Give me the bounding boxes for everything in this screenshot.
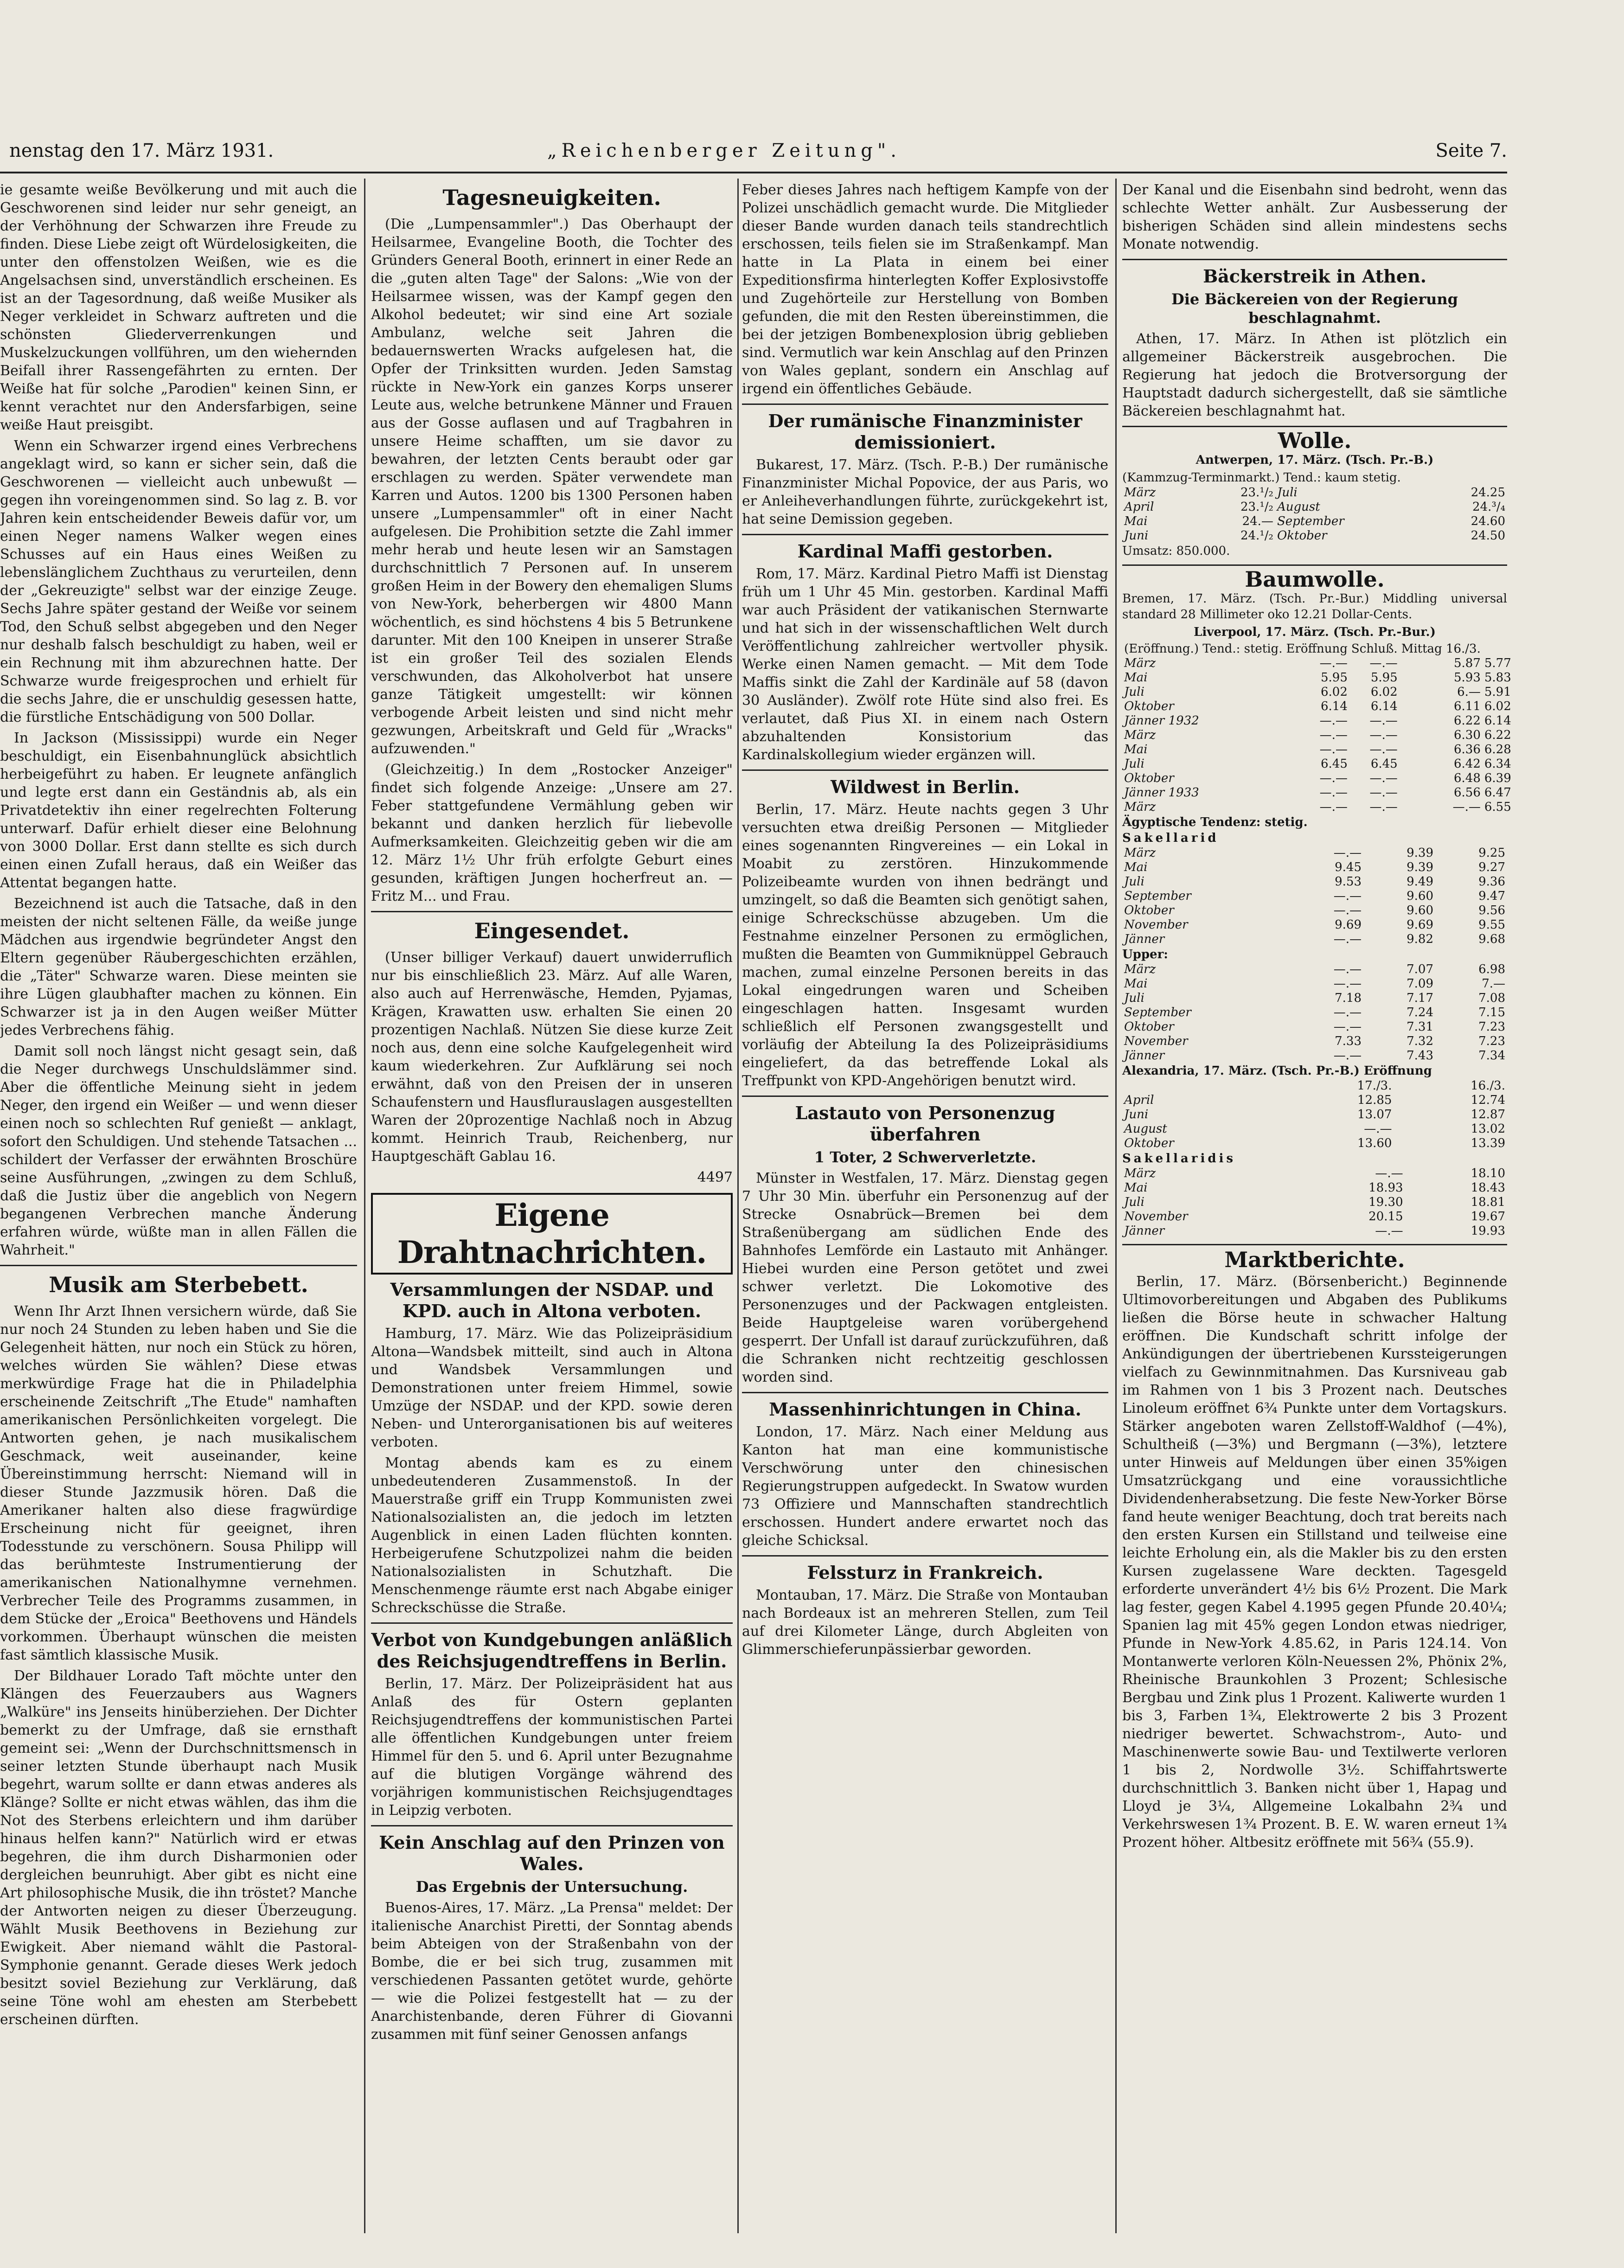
market-cell: 7.31 <box>1407 1020 1433 1034</box>
market-cell: November <box>1124 1210 1188 1224</box>
market-cell: 5.77 <box>1484 656 1511 670</box>
article-separator <box>1122 259 1507 260</box>
market-cell: August <box>1277 500 1320 514</box>
market-cell: 9.49 <box>1407 875 1433 889</box>
subheadline-lastauto: 1 Toter, 2 Schwerverletzte. <box>814 1148 1036 1166</box>
market-cell: 9.27 <box>1478 860 1505 874</box>
market-cell: 5.95 <box>1370 671 1398 685</box>
sakellaridis-table <box>1122 1166 1507 1238</box>
market-cell: Juli <box>1124 991 1144 1005</box>
market-cell: 5.91 <box>1484 685 1511 699</box>
market-cell: März <box>1124 1166 1156 1180</box>
market-cell: Juli <box>1124 1195 1144 1209</box>
market-row <box>1122 1224 1507 1238</box>
article-separator <box>1122 564 1507 566</box>
column-1 <box>0 181 357 2231</box>
market-cell: 9.60 <box>1407 889 1433 903</box>
market-cell: 13.60 <box>1357 1136 1392 1150</box>
market-row <box>1122 757 1513 771</box>
market-cell: 24.— <box>1242 514 1273 528</box>
market-cell: 18.93 <box>1368 1181 1403 1195</box>
market-cell: 7.43 <box>1407 1049 1433 1063</box>
market-cell: 6.30 <box>1453 728 1481 742</box>
article-paragraph: (Unser billiger Verkauf) dauert unwiderruflich nur bis einschließlich 23. März. Auf alle Waren, also auch auf Herrenwäsche, Hemden, Pyjamas, Krägen, Krawatten usw. erhalten Sie einen 20 prozentigen Nachlaß. Nützen Sie diese kurze Zeit noch aus, denn eine solche Kaufgelegenheit wird kaum wiederkehren. Zur Aufklärung sei noch erwähnt, daß von den Preisen der in unseren Schaufenstern und Hausflurauslagen ausgestellten Waren der 20prozentige Nachlaß noch in Abzug kommt. Heinrich Traub, Reichenberg, nur Hauptgeschäft Gablau 16. <box>371 949 733 1165</box>
market-label: Sakellarid <box>1122 831 1219 845</box>
market-cell: —.— <box>1319 728 1348 742</box>
market-cell: 24.50 <box>1471 529 1505 543</box>
market-row <box>1122 786 1513 800</box>
market-cell: —.— <box>1375 1224 1403 1238</box>
article-paragraph: Wenn Ihr Arzt Ihnen versichern würde, daß Sie nur noch 24 Stunden zu leben haben und Sie die Gelegenheit hätten, nur noch ein Stück zu hören, welches würden Sie wählen? Diese etwas merkwürdige Frage hat die in Philadelphia erscheinende Zeitschrift „The Etude" namhaften amerikanischen Persönlichkeiten vorgelegt. Die Antworten gehen, je nach musikalischem Geschmack, weit auseinander, keine Übereinstimmung herrscht: Niemand will in dieser Stunde Jazzmusik hören. Daß die Amerikaner halten also diese fragwürdige Erscheinung nicht für geeignet, ihren Todesstunde zu verschönern. Sousa Philipp will das berühmteste Instrumentierung der amerikanischen Nationalhymne vernehmen. Verbrecher Teile des Programms zusammen, in dem Stücke der „Eroica" Beethovens und Händels vorkommen. Überhaupt wünschen die meisten fast sämtlich klassische Musik. <box>0 1303 357 1663</box>
market-cell: —.— <box>1333 1020 1362 1034</box>
market-row <box>1122 656 1513 671</box>
market-row <box>1122 991 1507 1006</box>
market-cell: 9.68 <box>1478 932 1505 946</box>
market-cell: 9.82 <box>1407 932 1433 946</box>
market-row <box>1122 486 1507 500</box>
market-row <box>1122 743 1513 757</box>
market-cell: 24.60 <box>1471 514 1505 528</box>
market-cell: —.— <box>1369 743 1398 756</box>
market-row <box>1122 1181 1507 1195</box>
market-head-cell: 16./3. <box>1471 1079 1505 1093</box>
article-separator <box>742 1096 1108 1097</box>
market-cell: 5.95 <box>1321 671 1348 685</box>
article-paragraph: Bukarest, 17. März. (Tsch. P.-B.) Der rumänische Finanzminister Michal Popovice, der aus Paris, wo er Anleiheverhandlungen führte, zurückgekehrt ist, hat seine Demission gegeben. <box>742 457 1108 527</box>
market-row <box>1122 685 1513 699</box>
headline-tagesneuigkeiten: Tagesneuigkeiten. <box>442 185 661 210</box>
market-cell: 7.23 <box>1478 1020 1505 1034</box>
market-cell: 18.10 <box>1471 1166 1505 1180</box>
article-paragraph: Athen, 17. März. In Athen ist plötzlich ein allgemeiner Bäckerstreik ausgebrochen. Die Regierung hat jedoch die Brotversorgung der Hauptstadt dadurch sichergestellt, daß sie sämtliche Bäckereien beschlagnahmt hat. <box>1122 331 1507 419</box>
article-separator <box>371 1825 733 1826</box>
headline-wolle: Wolle. <box>1278 428 1352 453</box>
market-cell: 19.30 <box>1368 1195 1403 1209</box>
market-row <box>1122 514 1507 529</box>
header-page-number: Seite 7. <box>1435 140 1507 161</box>
page-header <box>9 135 1507 167</box>
market-cell: 6.22 <box>1484 728 1511 742</box>
ashmouni-table <box>1122 1079 1507 1151</box>
market-row <box>1122 1006 1507 1020</box>
market-aegypt: Ägyptische Tendenz: stetig. <box>1122 815 1308 829</box>
market-cell: 6.11 <box>1453 699 1481 713</box>
article-paragraph: (Gleichzeitig.) In dem „Rostocker Anzeiger" findet sich folgende Anzeige: „Unsere am 27. Feber stattgefundene Vermählung geben wir bekannt und danken herzlich für liebevolle Aufmerksamkeiten. Gleichzeitig geben wir die am 12. März 1½ Uhr früh erfolgte Geburt eines gesunden, kräftigen Jungen hocherfreut an. — Fritz M... und Frau. <box>371 762 733 904</box>
wolle-table <box>1122 486 1507 543</box>
market-row <box>1122 918 1507 932</box>
market-head-cell: Schluß. <box>1351 642 1398 656</box>
header-rule <box>0 172 1507 173</box>
market-cell: —.— <box>1333 977 1362 991</box>
market-cell: April <box>1124 500 1154 514</box>
article-paragraph: Buenos-Aires, 17. März. „La Prensa" meldet: Der italienische Anarchist Piretti, der Sonntag abends beim Abteigen von der Straßenbahn von der Bombe, die er bei sich trug, zusammen mit verschiedenen Passanten getötet wurde, gehörte — wie die Polizei festgestellt hat — zu der Anarchistenbande, deren Führer di Giovanni zusammen mit fünf seiner Genossen anfangs <box>371 1900 733 2043</box>
header-masthead: „Reichenberger Zeitung". <box>547 140 901 161</box>
market-cell: 24.³/₄ <box>1472 500 1505 514</box>
market-cell: Juli <box>1277 486 1298 500</box>
market-cell: Oktober <box>1124 1020 1174 1034</box>
market-cell: —.— <box>1364 1122 1392 1136</box>
market-cell: 18.43 <box>1471 1181 1505 1195</box>
market-label: Upper: <box>1122 948 1168 961</box>
market-cell: 5.93 <box>1453 671 1481 685</box>
market-cell: 13.07 <box>1357 1108 1392 1121</box>
market-row <box>1122 1136 1507 1151</box>
market-cell: 7.32 <box>1407 1034 1433 1048</box>
article-separator <box>742 1392 1108 1393</box>
market-cell: 9.55 <box>1478 918 1505 932</box>
market-cell: 9.39 <box>1407 846 1433 860</box>
market-cell: 7.23 <box>1478 1034 1505 1048</box>
market-cell: November <box>1124 1034 1188 1048</box>
article-paragraph: ie gesamte weiße Bevölkerung und mit auch die Geschworenen sind leider nur sehr geneigt, an der Verhöhnung der Schwarzen ihre Freude zu finden. Diese Liebe zeigt oft Würdelosigkeiten, die unter den offenstolzen Weißen, wie es die Angelsachsen sind, unverständlich erscheinen. Es ist an der Tagesordnung, daß weiße Musiker als Neger verkleidet in Schwarz auftreten und die schönsten Gliederverrenkungen und Muskelzuckungen vollführen, um den wiehernden Beifall ihrer Rassengefährten zu ernten. Der Weiße hat für solche „Parodien" keinen Sinn, er kennt verachtet nur den Andersfarbigen, seine weiße Haut preisgibt. <box>0 182 357 433</box>
column-rule <box>737 179 739 2233</box>
market-cell: Juli <box>1124 757 1144 771</box>
market-row <box>1122 1195 1507 1210</box>
market-cell: 6.— <box>1457 685 1481 699</box>
market-cell: 7.08 <box>1478 991 1505 1005</box>
column-rule <box>1115 179 1117 2233</box>
market-row <box>1122 699 1513 714</box>
market-label: Sakellaridis <box>1122 1152 1236 1166</box>
article-separator <box>1122 1244 1507 1245</box>
market-row <box>1122 977 1507 991</box>
market-cell: 6.36 <box>1453 743 1481 756</box>
market-cell: 7.24 <box>1407 1006 1433 1019</box>
market-cell: 18.81 <box>1471 1195 1505 1209</box>
market-cell: November <box>1124 918 1188 932</box>
market-cell: 9.53 <box>1335 875 1362 889</box>
article-paragraph: Münster in Westfalen, 17. März. Dienstag gegen 7 Uhr 30 Min. überfuhr ein Personenzug auf der Strecke Osnabrück—Bremen bei dem Straßenübergang am südlichen Ende des Bahnhofes Lemförde ein Lastauto mit Anhänger. Hiebei wurden eine Person getötet und zwei schwer verletzt. Die Lokomotive des Personenzuges und der Packwagen entgleisten. Beide Hauptgeleise waren vorübergehend gesperrt. Der Unfall ist darauf zurückzuführen, daß die Schranken nicht rechtzeitig geschlossen worden sind. <box>742 1170 1108 1385</box>
market-cell: Oktober <box>1277 529 1327 543</box>
article-paragraph: Der Kanal und die Eisenbahn sind bedroht, wenn das schlechte Wetter anhält. Zur Ausbesserung der bisherigen Schäden sind allein mindestens sechs Monate notwendig. <box>1122 182 1507 252</box>
market-cell: 6.14 <box>1484 714 1511 728</box>
market-cell: —.— <box>1333 846 1362 860</box>
article-paragraph: In Jackson (Mississippi) wurde ein Neger beschuldigt, ein Eisenbahnunglück absichtlich herbeigeführt zu haben. Er leugnete anfänglich und legte erst dann ein Geständnis ab, als ein Privatdetektiv ihn einer regelrechten Folterung unterwarf. Dafür erhielt dieser eine Belohnung von 3000 Dollar. Erst dann stellte es sich durch einen einen Zufall heraus, daß ein Weißer das Attentat begangen hatte. <box>0 730 357 891</box>
market-cell: —.— <box>1333 1006 1362 1019</box>
headline-verbot: Verbot von Kundgebungen anläßlich des Reichsjugendtreffens in Berlin. <box>371 1629 733 1672</box>
market-cell: 23.¹/₂ <box>1240 486 1273 500</box>
column-rule <box>364 179 365 2233</box>
article-paragraph: Feber dieses Jahres nach heftigem Kampfe von der Polizei unschädlich gemacht wurde. Die Mitglieder dieser Bande wurden danach teils standrechtlich erschossen, teils fielen sie im Straßenkampf. Man hatte in La Plata in einem bei einer Expeditionsfirma hinterlegten Koffer Explosivstoffe und Zugehörteile zur Herstellung von Bomben gefunden, die mit den Resten übereinstimmen, die bei der jetzigen Bombenexplosion übrig geblieben sind. Vermutlich war kein Anschlag auf den Prinzen von Wales geplant, sondern ein Anschlag auf irgend ein öffentliches Gebäude. <box>742 182 1108 397</box>
market-cell: 12.74 <box>1471 1093 1505 1107</box>
market-row <box>1122 500 1507 514</box>
market-cell: 9.45 <box>1335 860 1362 874</box>
headline-china: Massenhinrichtungen in China. <box>769 1399 1081 1420</box>
market-row <box>1122 860 1507 875</box>
market-cell: 6.28 <box>1484 743 1511 756</box>
market-cell: Oktober <box>1124 1136 1174 1150</box>
market-cell: März <box>1124 656 1156 670</box>
market-cell: 9.60 <box>1407 903 1433 917</box>
market-city: Antwerpen, 17. März. (Tsch. Pr.-B.) <box>1196 453 1434 467</box>
article-paragraph: Hamburg, 17. März. Wie das Polizeipräsidium Altona—Wandsbek mitteilt, sind auch in Altona und Wandsbek Versammlungen und Demonstrationen unter freiem Himmel, sowie Umzüge der NSDAP. und der KPD. sowie deren Neben- und Unterorganisationen bis auf weiteres verboten. <box>371 1326 733 1450</box>
market-cell: —.— <box>1333 932 1362 946</box>
market-cell: August <box>1124 1122 1167 1136</box>
market-row <box>1122 671 1513 685</box>
section-banner-drahtnachrichten: Eigene Drahtnachrichten. <box>371 1193 733 1275</box>
market-row <box>1122 800 1513 814</box>
market-cell: 24.¹/₂ <box>1240 529 1273 543</box>
market-row <box>1122 1108 1507 1122</box>
headline-baeckerstreik: Bäckerstreik in Athen. <box>1203 266 1426 287</box>
market-cell: —.— <box>1369 786 1398 800</box>
market-row <box>1122 529 1507 543</box>
headline-felssturz: Felssturz in Frankreich. <box>807 1562 1043 1583</box>
market-head-cell: Eröffnung <box>1286 642 1348 656</box>
market-city: Alexandria, 17. März. (Tsch. Pr.-B.) Eröffnung <box>1122 1064 1432 1078</box>
article-paragraph: Bezeichnend ist auch die Tatsache, daß in den meisten der nicht seltenen Fälle, da weiße junge Mädchen aus irgendwie begründeter Angst den Eltern gegenüber Räubergeschichten erzählen, die „Täter" Schwarze waren. Diese meinten sie ihre Lügen glaubhafter machen zu können. Ein Schwarzer ist ja in den Augen weißer Mütter jedes Verbrechens fähig. <box>0 896 357 1038</box>
market-cell: —.— <box>1375 1166 1403 1180</box>
subheadline-wales: Das Ergebnis der Untersuchung. <box>416 1878 688 1896</box>
market-cell: —.— <box>1333 889 1362 903</box>
column-2 <box>371 181 733 2231</box>
market-cell: Oktober <box>1124 903 1174 917</box>
market-cell: 6.45 <box>1370 757 1398 771</box>
market-cell: 7.34 <box>1478 1049 1505 1063</box>
article-paragraph: Wenn ein Schwarzer irgend eines Verbrechens angeklagt wird, so kann er sicher sein, daß die Geschworenen — vielleicht auch unbewußt — gegen ihn voreingenommen sind. So lag z. B. vor Jahren kein entscheidender Beweis dafür vor, um einen Neger namens Walker wegen eines Schusses auf ein Haus eines Weißen zu lebenslänglichem Zuchthaus zu verurteilen, denn der „Gekreuzigte" selbst war der einzige Zeuge. Sechs Jahre später gestand der Weiße vor seinem Tod, den Schuß selbst abgegeben und den Neger nur deshalb falsch beschuldigt zu haben, weil er ein Rechnung mit ihm abzurechnen hatte. Der Schwarze wurde freigesprochen und erhielt für die sechs Jahre, die er unschuldig gesessen hatte, die fürstliche Entschädigung von 500 Dollar. <box>0 438 357 725</box>
market-cell: 7.15 <box>1478 1006 1505 1019</box>
article-separator <box>742 534 1108 535</box>
market-cell: 6.02 <box>1321 685 1348 699</box>
market-row <box>1122 903 1507 918</box>
market-head-cell <box>1122 1079 1280 1093</box>
market-cell: 9.56 <box>1478 903 1505 917</box>
market-cell: 7.— <box>1482 977 1505 991</box>
market-cell: 9.39 <box>1407 860 1433 874</box>
market-cell: Jänner <box>1124 1224 1165 1238</box>
market-cell: —.— <box>1333 1049 1362 1063</box>
article-paragraph: Berlin, 17. März. (Börsenbericht.) Beginnende Ultimovorbereitungen und Abgaben des Publikums ließen die Börse heute in schwacher Haltung eröffnen. Die Kundschaft schritt infolge der Ankündigungen der übertriebenen Kurssteigerungen vielfach zu Gewinnmitnahmen. Das Kursniveau gab im Rahmen von 1 bis 3 Prozent nach. Deutsches Linoleum eröffnet 6¾ Punkte unter dem Vortagskurs. Stärker angeboten waren Zellstoff-Waldhof (—4%), Schultheiß (—3%) und Bergmann (—3%), letztere unter Hinweis auf Meldungen über einen 35%igen Umsatzrückgang und eine voraussichtliche Dividendenherabsetzung. Die feste New-Yorker Börse fand heute weniger Beachtung, doch trat bereits nach den ersten Kursen ein Stillstand und teilweise eine leichte Erholung ein, als die Makler bis zu den ersten Kursen zugelassene Ware deckten. Tagesgeld erforderte unverändert 4½ bis 6½ Prozent. Die Mark lag fester, gegen Kabel 4.1995 gegen Pfunde 20.40¼; Spanien lag mit 45% gegen London etwas niedriger, Pfunde in New-York 4.85.62, in Paris 124.14. Von Montanwerte verloren Köln-Neuessen 2%, Phönix 2%, Rheinische Braunkohlen 3 Prozent; Schlesische Bergbau und Zink plus 1 Prozent. Kaliwerte wurden 1 bis 3, Farben 1¾, Elektrowerte 2 bis 3 Prozent niedriger bewertet. Schwachstrom-, Auto- und Maschinenwerte sowie Bau- und Textilwerte verloren 1 bis 2, Nordwolle 3½. Schiffahrtswerte durchschnittlich 3. Banken nicht über 1, Hapag und Lloyd je 3¼, Allgemeine Lokalbahn 2¾ und Verkehrswesen 1¾ Prozent. B. E. W. waren erneut 1¾ Prozent höher. Altbesitz eröffnete mit 56¾ (55.9). <box>1122 1274 1507 1851</box>
market-row <box>1122 1034 1507 1049</box>
column-4 <box>1122 181 1511 2231</box>
market-cell: Mai <box>1124 671 1148 685</box>
market-cell: 12.85 <box>1357 1093 1392 1107</box>
market-cell: —.— <box>1333 962 1362 976</box>
market-cell: 9.25 <box>1478 846 1505 860</box>
headline-baumwolle: Baumwolle. <box>1245 567 1385 592</box>
market-cell: Juli <box>1124 875 1144 889</box>
market-cell: 6.55 <box>1484 800 1511 814</box>
market-cell: —.— <box>1369 771 1398 785</box>
column-3 <box>742 181 1108 2231</box>
market-cell: 6.22 <box>1453 714 1481 728</box>
market-cell: —.— <box>1319 800 1348 814</box>
market-row <box>1122 875 1507 889</box>
headline-wales: Kein Anschlag auf den Prinzen von Wales. <box>379 1832 725 1874</box>
market-row <box>1122 889 1507 903</box>
header-date: nenstag den 17. März 1931. <box>9 140 274 161</box>
market-cell: 6.98 <box>1478 962 1505 976</box>
headline-versammlungen: Versammlungen der NSDAP. und KPD. auch in Altona verboten. <box>390 1279 714 1321</box>
market-cell: 7.33 <box>1335 1034 1362 1048</box>
market-cell: 6.02 <box>1370 685 1398 699</box>
market-cell: —.— <box>1319 714 1348 728</box>
market-bremen: Bremen, 17. März. (Tsch. Pr.-Bur.) Middling universal standard 28 Millimeter oko 12.21 Dollar-Cents. <box>1122 592 1507 621</box>
article-separator <box>742 769 1108 771</box>
headline-maffi: Kardinal Maffi gestorben. <box>797 541 1053 562</box>
market-cell: Juni <box>1124 529 1149 543</box>
market-cell: 19.67 <box>1471 1210 1505 1224</box>
article-separator <box>371 911 733 912</box>
headline-musik: Musik am Sterbebett. <box>49 1272 308 1297</box>
market-row <box>1122 962 1507 977</box>
market-cell: 7.07 <box>1407 962 1433 976</box>
market-cell: —.— <box>1369 728 1398 742</box>
market-cell: 19.93 <box>1471 1224 1505 1238</box>
market-cell: —.— <box>1369 800 1398 814</box>
market-cell: —.— <box>1319 656 1348 670</box>
market-cell: September <box>1124 889 1191 903</box>
market-cell: —.— <box>1333 903 1362 917</box>
market-cell: 9.47 <box>1478 889 1505 903</box>
market-cell: 6.14 <box>1370 699 1398 713</box>
article-paragraph: Der Bildhauer Lorado Taft möchte unter den Klängen des Feuerzaubers aus Wagners „Walküre" ins Jenseits hinüberziehen. Der Dichter bemerkt zu der Umfrage, daß sie ernsthaft gemeint sei: „Wenn der Durchschnittsmensch in seiner letzten Stunde überhaupt nach Musik begehrt, warum sollte er dann etwas anderes als Klänge? Sollte er nicht etwas wählen, das ihm die Not des Sterbens erleichtern und ihm darüber hinaus helfen kann?" Natürlich wird er etwas begehren, die ihm durch Disharmonien oder dergleichen beunruhigt. Aber gibt es nicht eine Art philosophische Musik, die ihn tröstet? Manche der Antworten neigen zu dieser Überzeugung. Wählt Musik Beethovens in Beziehung zur Ewigkeit. Aber niemand wählt die Pastoral-Symphonie genannt. Gerade dieses Werk jedoch besitzt soviel Beziehung zur Verklärung, daß seine Töne wohl am ehesten am Sterbebett erscheinen dürften. <box>0 1668 357 2028</box>
market-row <box>1122 714 1513 728</box>
market-cell: März <box>1124 486 1156 500</box>
article-paragraph: Damit soll noch längst nicht gesagt sein, daß die Neger durchwegs Unschuldslämmer sind. Aber die öffentliche Meinung sieht in jedem Neger, den irgend ein Weißer — und wenn dieser einen noch so schlechten Ruf genießt — anklagt, sofort den Schuldigen. Und stehende Tatsachen ... schildert der Verfasser der erwähnten Broschüre seine Ausführungen, „zwingen zu dem Schluß, daß die Justiz über die angeblich von Negern begangenen Verbrechen manche Änderung erfahren würde, wüßte man in allen Fällen die Wahrheit." <box>0 1043 357 1258</box>
article-paragraph: Berlin, 17. März. Der Polizeipräsident hat aus Anlaß des für Ostern geplanten Reichsjugendtreffens der kommunistischen Partei alle öffentlichen Kundgebungen unter freiem Himmel für den 5. und 6. April unter Bezugnahme auf die blutigen Vorgänge während des vorjährigen kommunistischen Reichsjugendtages in Leipzig verboten. <box>371 1676 733 1819</box>
article-paragraph: Rom, 17. März. Kardinal Pietro Maffi ist Dienstag früh um 1 Uhr 45 Min. gestorben. Kardinal Maffi war auch Präsident der vatikanischen Sternwarte und hat sich in der wissenschaftlichen Welt durch Veröffentlichung zahlreicher wertvoller physik. Werke einen Namen gemacht. — Mit dem Tode Maffis sinkt die Zahl der Kardinäle auf 58 (davon 30 Ausländer). Zwölf rote Hüte sind also frei. Es verlautet, daß Pius XI. in einem nach Ostern abzuhaltenden Konsistorium das Kardinalskollegium wieder ergänzen will. <box>742 566 1108 763</box>
market-note: (Kammzug-Terminmarkt.) Tend.: kaum stetig. <box>1122 471 1401 485</box>
market-cell: Oktober <box>1124 699 1174 713</box>
market-cell: 7.09 <box>1407 977 1433 991</box>
market-cell: 20.15 <box>1368 1210 1403 1224</box>
market-cell: Mai <box>1124 1181 1148 1195</box>
market-cell: —.— <box>1319 743 1348 756</box>
market-head-cell: 17./3. <box>1357 1079 1392 1093</box>
market-cell: 5.83 <box>1484 671 1511 685</box>
article-paragraph: Montag abends kam es zu einem unbedeutenderen Zusammenstoß. In der Mauerstraße griff ein Trupp Kommunisten zwei Nationalsozialisten an, die jedoch im letzten Augenblick in einen Laden flüchten konnten. Herbeigerufene Schutzpolizei nahm die beiden Nationalsozialisten in Schutzhaft. Die Menschenmenge räumte erst nach Abgabe einiger Schreckschüsse die Straße. <box>371 1455 733 1616</box>
market-cell: —.— <box>1319 771 1348 785</box>
sakellarid-table <box>1122 846 1507 947</box>
subheadline-baeckerstreik: Die Bäckereien von der Regierung beschlagnahmt. <box>1171 290 1458 327</box>
headline-lastauto: Lastauto von Personenzug überfahren <box>795 1102 1055 1145</box>
market-cell: 6.39 <box>1484 771 1511 785</box>
market-cell: 12.87 <box>1471 1108 1505 1121</box>
market-row <box>1122 771 1513 786</box>
market-cell: 13.39 <box>1471 1136 1505 1150</box>
market-row <box>1122 1122 1507 1136</box>
advert-number: 4497 <box>697 1169 733 1185</box>
market-umsatz: Umsatz: 850.000. <box>1122 544 1230 558</box>
market-cell: 9.69 <box>1335 918 1362 932</box>
market-cell: 6.56 <box>1453 786 1481 800</box>
market-cell: —.— <box>1369 714 1398 728</box>
market-wolle <box>1122 428 1507 559</box>
market-row <box>1122 1020 1507 1034</box>
market-cell: 6.48 <box>1453 771 1481 785</box>
market-cell: März <box>1124 846 1156 860</box>
market-city: Liverpool, 17. März. (Tsch. Pr.-Bur.) <box>1194 625 1436 639</box>
market-row <box>1122 728 1513 743</box>
market-cell: Jänner <box>1124 932 1165 946</box>
market-cell: —.— <box>1452 800 1481 814</box>
market-cell: —.— <box>1369 656 1398 670</box>
market-row <box>1122 1093 1507 1108</box>
article-separator <box>742 1555 1108 1557</box>
market-cell: Oktober <box>1124 771 1174 785</box>
market-cell: 6.45 <box>1321 757 1348 771</box>
market-cell: 5.87 <box>1453 656 1481 670</box>
headline-eingesendet: Eingesendet. <box>474 918 630 943</box>
market-cell: September <box>1124 1006 1191 1019</box>
market-cell: September <box>1277 514 1344 528</box>
market-cell: März <box>1124 962 1156 976</box>
market-cell: Jänner 1933 <box>1124 786 1199 800</box>
market-cell: Mai <box>1124 514 1148 528</box>
market-cell: Jänner <box>1124 1049 1165 1063</box>
market-cell: März <box>1124 800 1156 814</box>
market-cell: 9.69 <box>1407 918 1433 932</box>
market-row <box>1122 1049 1507 1063</box>
market-row <box>1122 846 1507 860</box>
market-cell: —.— <box>1319 786 1348 800</box>
market-cell: April <box>1124 1093 1154 1107</box>
market-cell: März <box>1124 728 1156 742</box>
liverpool-table <box>1122 642 1513 814</box>
headline-marktberichte: Marktberichte. <box>1224 1247 1405 1272</box>
market-cell: 6.34 <box>1484 757 1511 771</box>
article-separator <box>1122 426 1507 427</box>
market-cell: 9.36 <box>1478 875 1505 889</box>
upper-table <box>1122 962 1507 1063</box>
market-cell: 7.18 <box>1335 991 1362 1005</box>
article-paragraph: Montauban, 17. März. Die Straße von Montauban nach Bordeaux ist an mehreren Stellen, zum Teil auf drei Kilometer Länge, durch Abgleiten von Glimmerschieferunpässierbar geworden. <box>742 1587 1108 1658</box>
market-cell: 6.42 <box>1453 757 1481 771</box>
headline-finanzminister: Der rumänische Finanzminister demissioniert. <box>768 410 1082 453</box>
market-cell: Jänner 1932 <box>1124 714 1199 728</box>
market-cell: Mai <box>1124 860 1148 874</box>
market-cell: Mai <box>1124 743 1148 756</box>
market-cell: Juni <box>1124 1108 1149 1121</box>
headline-wildwest: Wildwest in Berlin. <box>831 776 1020 797</box>
market-cell: Mai <box>1124 977 1148 991</box>
article-paragraph: (Die „Lumpensammler".) Das Oberhaupt der Heilsarmee, Evangeline Booth, die Tochter des Gründers General Booth, erinnert in einer Rede an die „guten alten Tage" der Salons: „Wie von der Heilsarmee wissen, was der Kampf gegen den Alkohol bedeutet; wir sind eine Art soziale Ambulanz, welche seit Jahren die bedauernswerten Wracks aufgelesen hat, die Opfer der Trinksitten wurden. Jeden Samstag rückte in New-York ein ganzes Korps unserer Leute aus, welche betrunkene Männer und Frauen aus der Gosse auflasen und auf Tragbahren in unsere Heime schafften, um sie davor zu bewahren, der letzten Cents beraubt oder gar erschlagen zu werden. Später verwendete man Karren und Autos. 1200 bis 1300 Personen haben unsere „Lumpensammler" oft in einer Nacht aufgelesen. Die Prohibition setzte die Zahl immer mehr herab und heute lesen wir an Samstagen durchschnittlich 7 Personen auf. In unserem großen Heim in der Bowery den ehemaligen Slums von New-York, beherbergen wir 4800 Mann wöchentlich, es sind höchstens 4 bis 5 Betrunkene darunter. Mit den 100 Kneipen in unserer Straße ist ein großer Teil des sozialen Elends verschwunden, das Alkoholverbot hat unsere ganze Tätigkeit umgestellt: wir können verbogende Arbeit leisten und sind nicht mehr gezwungen, Arbeitskraft und Geld für „Wracks" aufzuwenden." <box>371 216 733 757</box>
article-separator <box>0 1265 357 1266</box>
market-cell: 23.¹/₂ <box>1240 500 1273 514</box>
market-cell: 24.25 <box>1471 486 1505 500</box>
market-head-cell: (Eröffnung.) Tend.: stetig. <box>1124 642 1283 656</box>
article-paragraph: London, 17. März. Nach einer Meldung aus Kanton hat man eine kommunistische Verschwörung unter den chinesischen Regierungstruppen aufgedeckt. In Swatow wurden 73 Offiziere und Mannschaften standrechtlich erschossen. Hundert andere erwartet noch das gleiche Schicksal. <box>742 1424 1108 1549</box>
article-separator <box>742 404 1108 405</box>
market-cell: 7.17 <box>1407 991 1433 1005</box>
market-baumwolle <box>1122 567 1511 1238</box>
article-paragraph: Berlin, 17. März. Heute nachts gegen 3 Uhr versuchten etwa dreißig Personen — Mitglieder eines sogenannten Ringvereines — ein Lokal in Moabit zu zerstören. Hinzukommende Polizeibeamte wurden von ihnen bedrängt und umzingelt, so daß die Beamten sich genötigt sahen, einige Schreckschüsse abzugeben. Um die Festnahme einzelner Personen zu ermöglichen, mußten die Beamten von Gummiknüppel Gebrauch machen, zumal einzelne Personen bereits in das Lokal eingedrungen waren und Scheiben eingeschlagen hatten. Insgesamt wurden schließlich elf Personen zwangsgestellt und vorläufig der Abteilung Ia des Polizeipräsidiums eingeliefert, da das betreffende Lokal als Treffpunkt von KPD-Angehörigen benutzt wird. <box>742 801 1108 1089</box>
market-row <box>1122 1166 1507 1181</box>
market-head-cell: Mittag 16./3. <box>1401 642 1481 656</box>
market-row <box>1122 1210 1507 1224</box>
market-cell: 13.02 <box>1471 1122 1505 1136</box>
article-separator <box>371 1622 733 1624</box>
market-cell: 6.47 <box>1484 786 1511 800</box>
market-cell: Juli <box>1124 685 1144 699</box>
market-cell: 6.02 <box>1484 699 1511 713</box>
market-cell: 6.14 <box>1321 699 1348 713</box>
market-row <box>1122 932 1507 947</box>
